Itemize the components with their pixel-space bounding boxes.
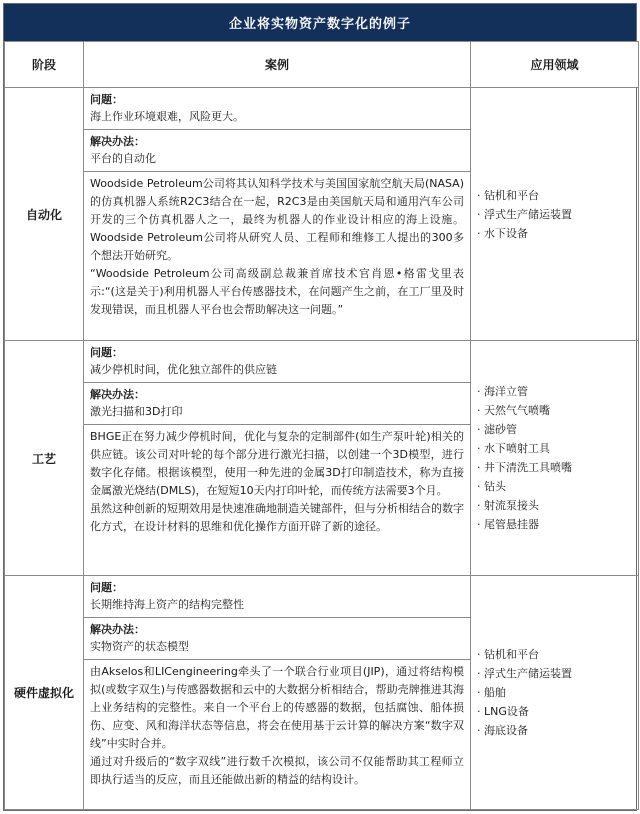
app-item: · 钻头 bbox=[477, 477, 638, 496]
table-title: 企业将实物资产数字化的例子 bbox=[4, 4, 636, 41]
case-box bbox=[84, 660, 470, 793]
solution-box bbox=[84, 618, 470, 660]
app-item: · 滤砂管 bbox=[477, 420, 638, 439]
table-row-process bbox=[5, 341, 639, 576]
solution-text: 平台的自动化 bbox=[90, 152, 156, 165]
app-item: · 水下设备 bbox=[477, 224, 638, 243]
app-item: · 钻机和平台 bbox=[477, 186, 638, 205]
app-item: · 水下喷射工具 bbox=[477, 439, 638, 458]
case-cell bbox=[84, 341, 471, 576]
app-list bbox=[477, 186, 638, 243]
case-paragraph: 虽然这种创新的短期效用是快速准确地制造关键部件，但与分析相结合的数字化方式，在设计材料的思维和优化操作方面开辟了新的途径。 bbox=[90, 502, 464, 533]
stage-cell: 自动化 bbox=[5, 88, 84, 341]
problem-label: 问题： bbox=[90, 93, 123, 106]
header-row bbox=[5, 42, 639, 88]
app-cell bbox=[471, 88, 639, 341]
app-item: · 射流泵接头 bbox=[477, 496, 638, 515]
stage-cell: 工艺 bbox=[5, 341, 84, 576]
header-stage: 阶段 bbox=[5, 42, 84, 88]
case-paragraph: “Woodside Petroleum公司高级副总裁兼首席技术官肖恩•格雷戈里表示:“(这是关于)利用机器人平台传感器技术，在问题产生之前，在工厂里及时发现错误，而且机器人平台也会帮助解决这一问题。” bbox=[90, 267, 464, 316]
case-cell bbox=[84, 576, 471, 810]
solution-text: 实物资产的状态模型 bbox=[90, 640, 189, 653]
app-cell bbox=[471, 341, 639, 576]
case-box bbox=[84, 425, 470, 540]
app-item: · 天然气气喷嘴 bbox=[477, 401, 638, 420]
app-list bbox=[477, 645, 638, 740]
stage-cell: 硬件虚拟化 bbox=[5, 576, 84, 810]
document-page bbox=[3, 3, 637, 811]
case-cell bbox=[84, 88, 471, 341]
app-item: · 船舶 bbox=[477, 683, 638, 702]
case-paragraph: 通过对升级后的“数字双线”进行数千次模拟，该公司不仅能帮助其工程师立即执行适当的反应，而且还能做出新的精益的结构设计。 bbox=[90, 755, 464, 786]
examples-table bbox=[4, 41, 639, 810]
problem-box bbox=[84, 341, 470, 383]
problem-box bbox=[84, 576, 470, 618]
app-cell bbox=[471, 576, 639, 810]
problem-label: 问题： bbox=[90, 346, 123, 359]
app-item: · 浮式生产储运装置 bbox=[477, 664, 638, 683]
case-box bbox=[84, 172, 470, 323]
app-item: · 钻机和平台 bbox=[477, 645, 638, 664]
solution-label: 解决办法： bbox=[90, 388, 145, 401]
solution-box bbox=[84, 383, 470, 425]
app-item: · 浮式生产储运装置 bbox=[477, 205, 638, 224]
solution-text: 激光扫描和3D打印 bbox=[90, 405, 183, 418]
app-item: · 尾管悬挂器 bbox=[477, 515, 638, 534]
header-app: 应用领域 bbox=[471, 42, 639, 88]
problem-text: 长期维持海上资产的结构完整性 bbox=[90, 598, 244, 611]
case-paragraph: 由Akselos和LICengineering牵头了一个联合行业项目(JIP)，通过将结构模拟(或数字双生)与传感器数据和云中的大数据分析相结合，帮助壳牌推进其海上业务结构的完整性。来自一个平台上的传感器的数据，包括腐蚀、船体损伤、应变、风和海洋状态等信息，将会在使用基于云计算的解决方案“数字双线”中实时合并。 bbox=[90, 665, 464, 750]
solution-box bbox=[84, 130, 470, 172]
app-item: · 海底设备 bbox=[477, 721, 638, 740]
header-case: 案例 bbox=[84, 42, 471, 88]
case-paragraph: BHGE正在努力减少停机时间，优化与复杂的定制部件(如生产泵叶轮)相关的供应链。该公司对叶轮的每个部分进行激光扫描，以创建一个3D模型，进行数字化存储。根据该模型，使用一种先进的金属3D打印制造技术，称为直接金属激光烧结(DMLS)，在短短10天内打印叶轮，而传统方法需要3个月。 bbox=[90, 430, 464, 497]
problem-text: 海上作业环境艰难，风险更大。 bbox=[90, 110, 244, 123]
case-paragraph: Woodside Petroleum公司将其认知科学技术与美国国家航空航天局(NASA)的仿真机器人系统R2C3结合在一起，R2C3是由美国航天局和通用汽车公司开发的三个仿真机器人之一，最终为机器人的作业设计相应的海上设施。Woodside Petroleum公司将从研究人员、工程师和维修工人提出的300多个想法开始研究。 bbox=[90, 177, 464, 262]
solution-label: 解决办法： bbox=[90, 135, 145, 148]
solution-label: 解决办法： bbox=[90, 623, 145, 636]
table-row-automation bbox=[5, 88, 639, 341]
app-item: · 海洋立管 bbox=[477, 382, 638, 401]
problem-text: 减少停机时间，优化独立部件的供应链 bbox=[90, 363, 277, 376]
problem-label: 问题： bbox=[90, 581, 123, 594]
table-row-hardware-virtualization bbox=[5, 576, 639, 810]
app-item: · LNG设备 bbox=[477, 702, 638, 721]
app-item: · 井下清洗工具喷嘴 bbox=[477, 458, 638, 477]
app-list bbox=[477, 382, 638, 534]
problem-box bbox=[84, 88, 470, 130]
